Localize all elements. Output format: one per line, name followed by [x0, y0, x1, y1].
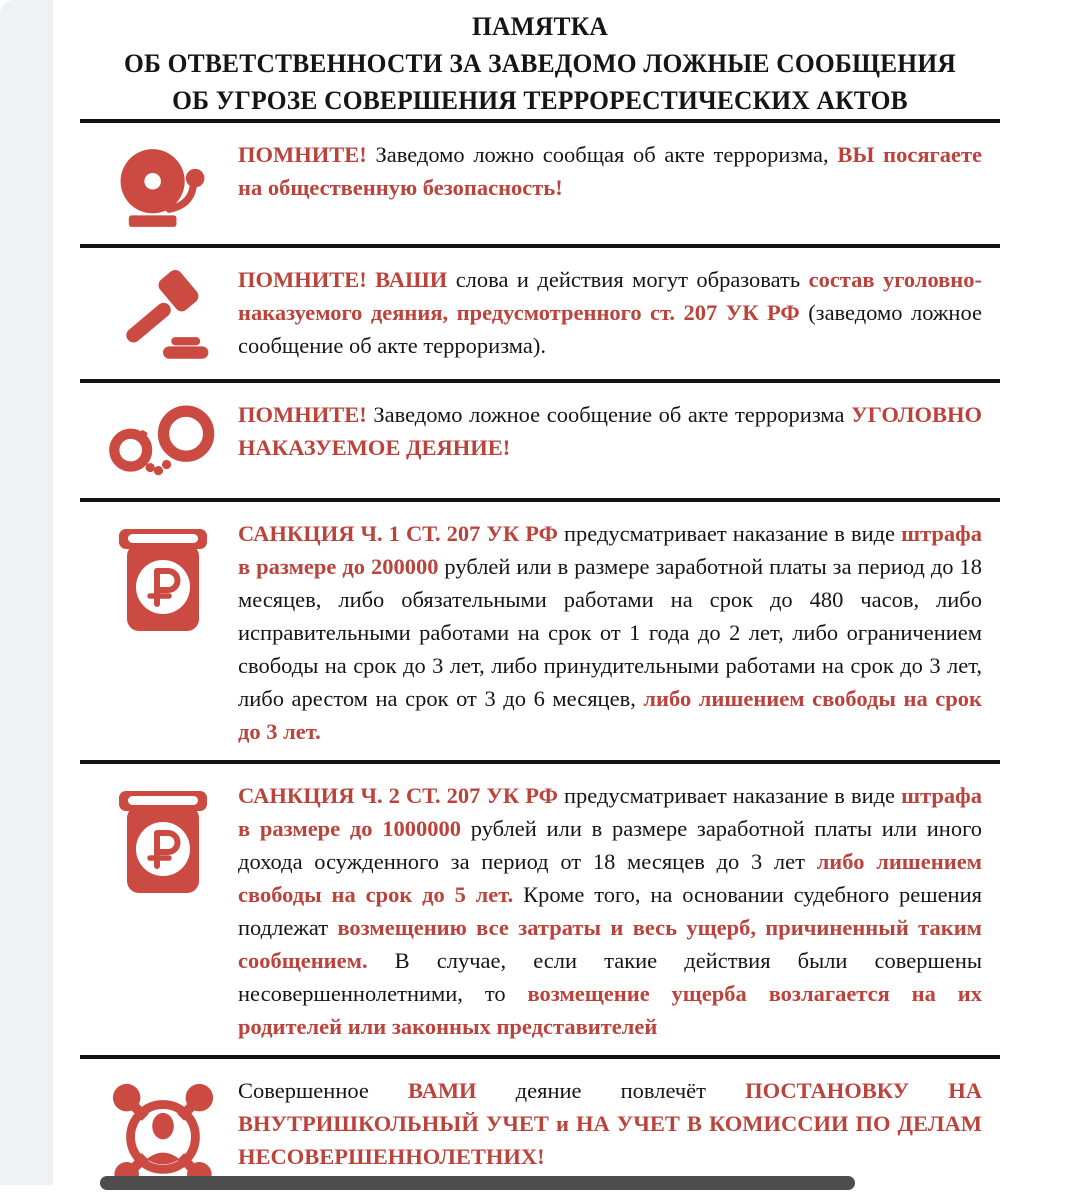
ruble-atm-icon — [88, 779, 238, 1043]
memo-section — [0, 123, 1080, 244]
section-text — [238, 517, 982, 748]
emphasis-text: состав уголовно-наказуемого деяния, предусмотренного ст. 207 УК РФ — [238, 267, 982, 325]
sections-container — [0, 119, 1080, 1202]
memo-title — [80, 0, 1000, 119]
body-text: рублей или в размере заработной платы или иного дохода осужденного за период от 18 месяцев до 3 лет — [238, 816, 982, 874]
memo-section — [0, 764, 1080, 1055]
gavel-icon — [88, 263, 238, 367]
memo-section — [0, 383, 1080, 498]
body-text: рублей или в размере заработной платы за период до 18 месяцев, либо обязательными работами на срок до 480 часов, либо исправительными работами на срок от 1 года до 2 лет, либо ограничением свободы на срок до 3 лет, либо принудительными работами на срок до 3 лет, либо арестом на срок от 3 до 6 месяцев, — [238, 554, 982, 711]
section-text — [238, 779, 982, 1043]
emphasis-text: ПОМНИТЕ! — [238, 142, 376, 167]
emphasis-text: ПОМНИТЕ! ВАШИ — [238, 267, 456, 292]
body-text: Заведомо ложно сообщая об акте терроризма, — [375, 142, 838, 167]
memo-section — [0, 502, 1080, 760]
emphasis-text: либо лишением свободы на срок до 5 лет. — [238, 849, 983, 907]
section-text — [238, 138, 982, 232]
emphasis-text: штрафа в размере до 1000000 — [238, 783, 982, 841]
body-text: предусматривает наказание в виде — [563, 783, 902, 808]
emphasis-text: ВАМИ — [407, 1078, 516, 1103]
body-text: (заведомо ложное сообщение об акте терроризма). — [238, 300, 982, 358]
memo-title-line: ПАМЯТКА — [472, 12, 608, 41]
body-text: слова и действия могут образовать — [455, 267, 809, 292]
section-text — [238, 398, 982, 486]
emphasis-text: ПОСТАНОВКУ НА ВНУТРИШКОЛЬНЫЙ УЧЕТ и НА УЧЕТ В КОМИССИИ ПО ДЕЛАМ НЕСОВЕРШЕННОЛЕТНИХ! — [238, 1078, 982, 1169]
emphasis-text: ПОМНИТЕ! — [238, 402, 374, 427]
person-network-icon — [88, 1074, 238, 1190]
body-text: В случае, если такие действия были совершены несовершеннолетними, то — [238, 948, 982, 1006]
memo-title-line: ОБ УГРОЗЕ СОВЕРШЕНИЯ ТЕРРОРЕСТИЧЕСКИХ АКТОВ — [172, 86, 908, 115]
emphasis-text: возмещение ущерба возлагается на их родителей или законных представителей — [238, 981, 982, 1039]
emphasis-text: САНКЦИЯ Ч. 1 СТ. 207 УК РФ — [238, 521, 564, 546]
body-text: предусматривает наказание в виде — [563, 521, 902, 546]
emphasis-text: УГОЛОВНО НАКАЗУЕМОЕ ДЕЯНИЕ! — [238, 402, 982, 460]
alarm-bell-icon — [88, 138, 238, 232]
handcuffs-icon — [88, 398, 238, 486]
body-text: деяние повлечёт — [515, 1078, 746, 1103]
memo-title-line: ОБ ОТВЕТСТВЕННОСТИ ЗА ЗАВЕДОМО ЛОЖНЫЕ СООБЩЕНИЯ — [124, 49, 956, 78]
section-text — [238, 263, 982, 367]
emphasis-text: штрафа в размере до 200000 — [238, 521, 982, 579]
body-text: Совершенное — [238, 1078, 408, 1103]
memo-section — [0, 248, 1080, 379]
emphasis-text: либо лишением свободы на срок до 3 лет. — [238, 686, 982, 744]
emphasis-text: возмещению все затраты и весь ущерб, причиненный таким сообщением. — [238, 915, 982, 973]
bottom-partial-separator — [100, 1176, 855, 1190]
body-text: Кроме того, на основании судебного решения подлежат — [238, 882, 982, 940]
section-text — [238, 1074, 982, 1190]
body-text: Заведомо ложное сообщение об акте терроризма — [373, 402, 852, 427]
emphasis-text: ВЫ посягаете на общественную безопасность! — [238, 142, 983, 200]
emphasis-text: САНКЦИЯ Ч. 2 СТ. 207 УК РФ — [238, 783, 564, 808]
ruble-atm-icon — [88, 517, 238, 748]
